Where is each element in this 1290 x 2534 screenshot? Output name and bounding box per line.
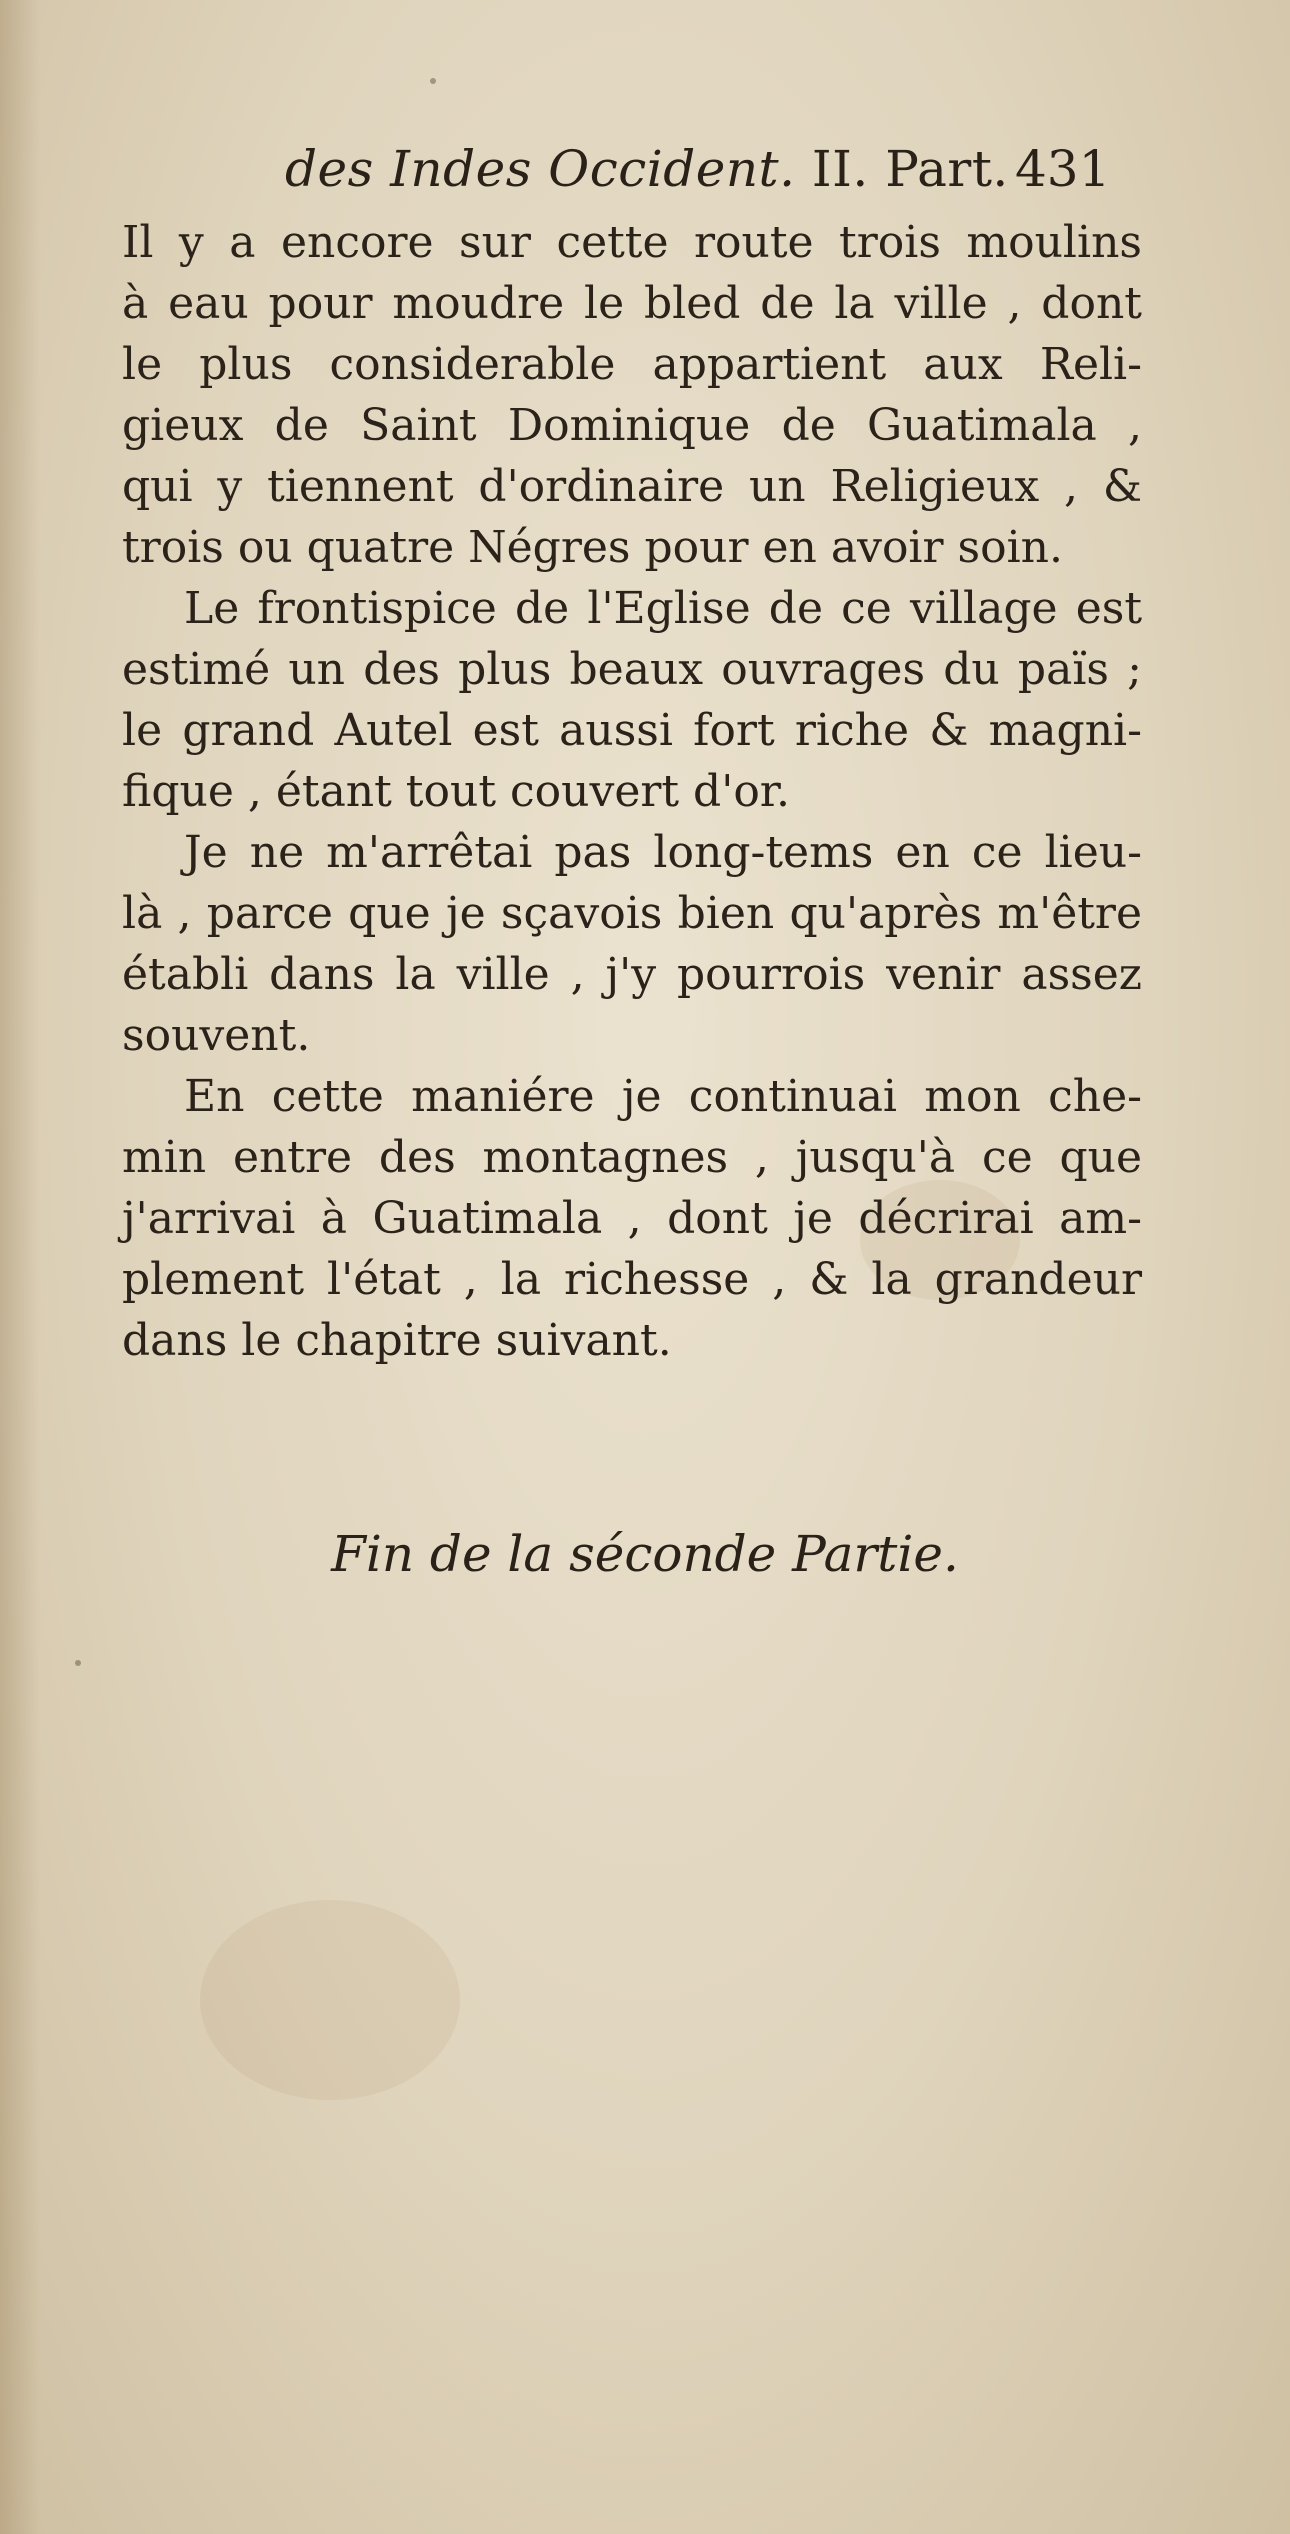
text-line: Le frontispice de l'Eglise de ce village est: [184, 583, 1142, 634]
text-line: à eau pour moudre le bled de la ville , dont: [122, 278, 1142, 329]
text-line: le grand Autel est aussi fort riche & magni-: [122, 705, 1142, 756]
text-line: qui y tiennent d'ordinaire un Religieux , &: [122, 461, 1142, 512]
text-line: établi dans la ville , j'y pourrois venir assez: [122, 949, 1142, 1000]
text-line: Je ne m'arrêtai pas long-tems en ce lieu-: [184, 827, 1142, 878]
text-line: fique , étant tout couvert d'or.: [122, 766, 790, 817]
body-text: [122, 212, 1142, 1371]
running-title-italic: des Indes Occident.: [285, 140, 796, 198]
text-line: min entre des montagnes , jusqu'à ce que: [122, 1132, 1142, 1183]
text-line: dans le chapitre suivant.: [122, 1315, 672, 1366]
paper-speck: [75, 1660, 81, 1666]
page-header: [0, 140, 1290, 210]
page-number: 431: [1015, 140, 1111, 198]
paper-speck: [430, 78, 436, 84]
text-line: j'arrivai à Guatimala , dont je décrirai am-: [122, 1193, 1142, 1244]
text-line: En cette maniére je continuai mon che-: [184, 1071, 1142, 1122]
running-title-part: II. Part.: [795, 140, 1009, 198]
text-line: le plus considerable appartient aux Reli-: [122, 339, 1142, 390]
text-line: là , parce que je sçavois bien qu'après m'être: [122, 888, 1142, 939]
text-line: souvent.: [122, 1010, 311, 1061]
text-line: trois ou quatre Négres pour en avoir soin.: [122, 522, 1063, 573]
text-line: gieux de Saint Dominique de Guatimala ,: [122, 400, 1142, 451]
closing-line: Fin de la séconde Partie.: [331, 1525, 959, 1583]
text-line: estimé un des plus beaux ouvrages du païs ;: [122, 644, 1142, 695]
running-title: [285, 140, 1009, 198]
text-line: Il y a encore sur cette route trois moulins: [122, 217, 1142, 268]
paper-stain: [200, 1900, 460, 2100]
text-line: plement l'état , la richesse , & la grandeur: [122, 1254, 1142, 1305]
page-edge-shadow: [0, 0, 40, 2534]
